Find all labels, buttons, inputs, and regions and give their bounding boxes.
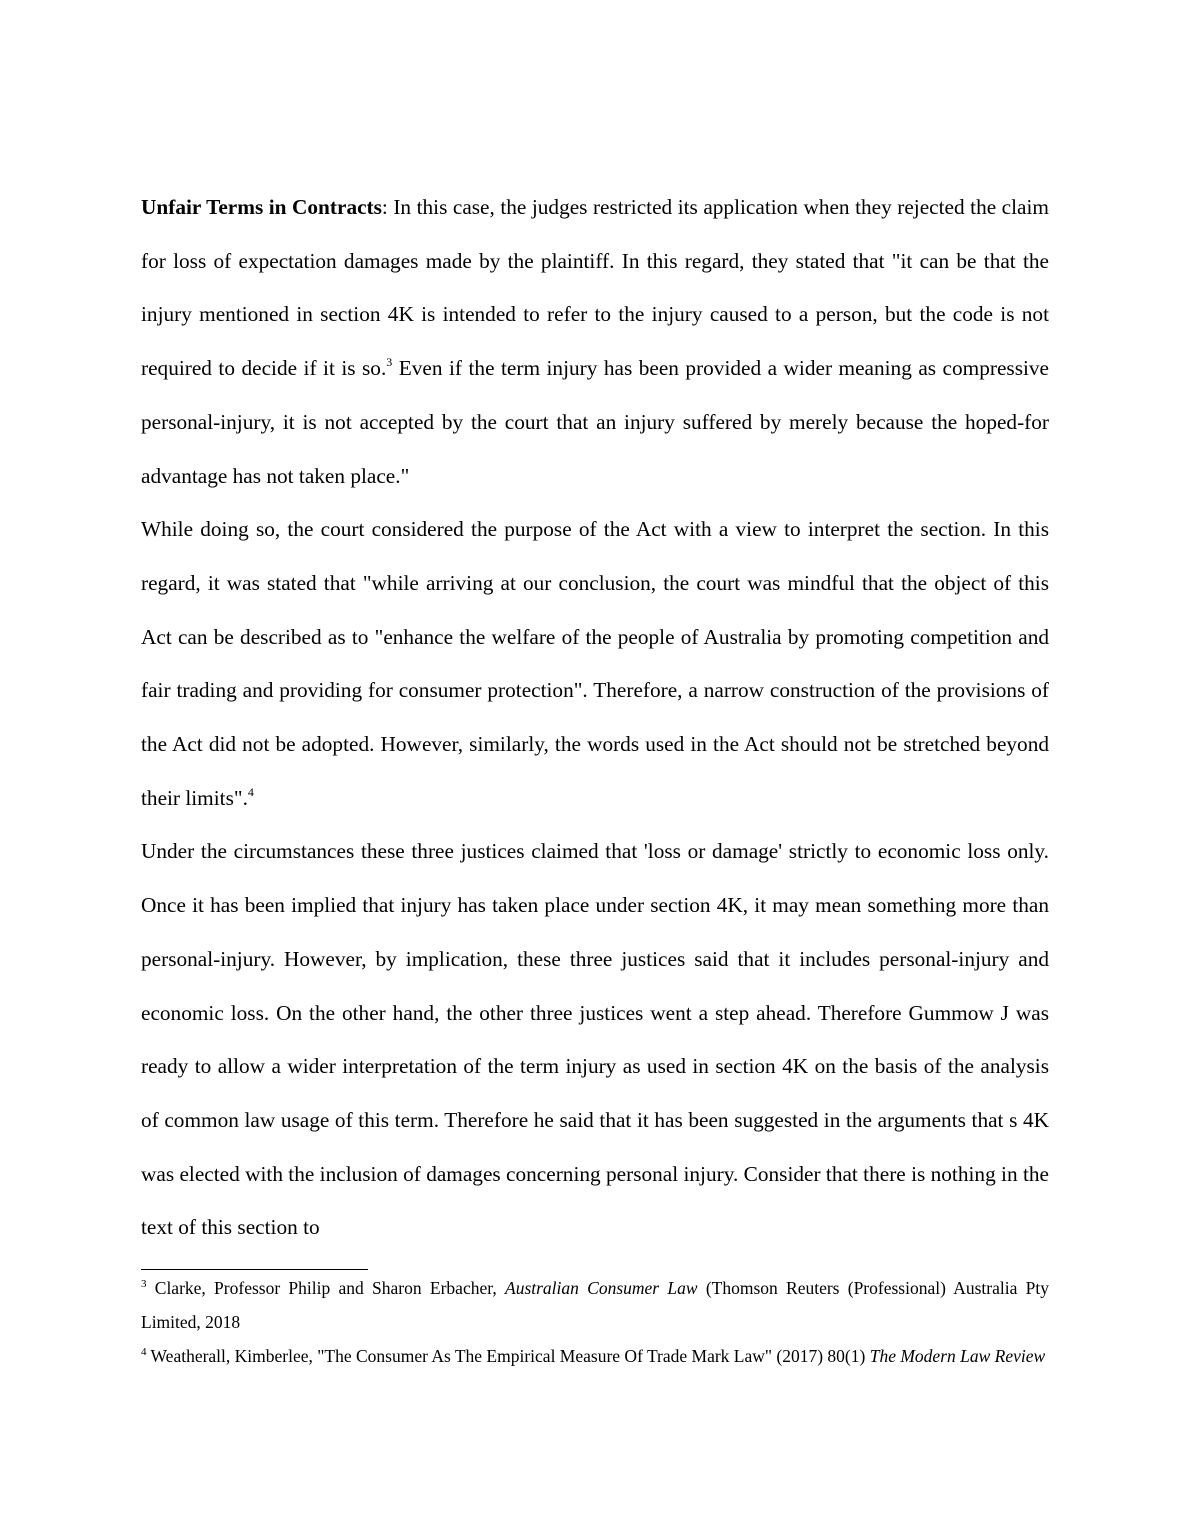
footnote-separator <box>141 1269 368 1270</box>
footnote-ref-3[interactable]: 3 <box>386 355 393 370</box>
footnote-title: Australian Consumer Law <box>505 1278 698 1298</box>
footnote-4 <box>141 1339 1049 1373</box>
paragraph-2 <box>141 503 1049 825</box>
footnote-ref-4[interactable]: 4 <box>247 784 254 799</box>
footnote-text: Weatherall, Kimberlee, "The Consumer As The Empirical Measure Of Trade Mark Law" (2017) 80(1) <box>146 1346 870 1366</box>
paragraph-1-text-a: : In this case, the judges restricted its application when they rejected the claim for loss of expectation damages made by the plaintiff. In this regard, they stated that "it can be that the injury mentioned in section 4K is intended to refer to the injury caused to a person, but the code is not required to decide if it is so. <box>141 195 1049 381</box>
footnote-number: 3 <box>141 1278 147 1290</box>
footnote-text-end: (Thomson Reuters (Professional) Australia Pty Limited, 2018 <box>141 1278 1049 1332</box>
footnote-title: The Modern Law Review <box>869 1346 1046 1366</box>
paragraph-2-text: While doing so, the court considered the purpose of the Act with a view to interpret the section. In this regard, it was stated that "while arriving at our conclusion, the court was mindful that the object of this Act can be described as to "enhance the welfare of the people of Australia by promoting competition and fair trading and providing for consumer protection". Therefore, a narrow construction of the provisions of the Act did not be adopted. However, similarly, the words used in the Act should not be stretched beyond their limits". <box>141 517 1049 810</box>
footnote-text: Clarke, Professor Philip and Sharon Erbacher, <box>146 1278 505 1298</box>
paragraph-1 <box>141 181 1049 503</box>
section-heading: Unfair Terms in Contracts <box>141 195 382 219</box>
footnote-number: 4 <box>141 1346 147 1358</box>
footnote-3 <box>141 1271 1049 1339</box>
paragraph-3-text: Under the circumstances these three justices claimed that 'loss or damage' strictly to economic loss only. Once it has been implied that injury has taken place under section 4K, it may mean something more than personal-injury. However, by implication, these three justices said that it includes personal-injury and economic loss. On the other hand, the other three justices went a step ahead. Therefore Gummow J was ready to allow a wider interpretation of the term injury as used in section 4K on the basis of the analysis of common law usage of this term. Therefore he said that it has been suggested in the arguments that s 4K was elected with the inclusion of damages concerning personal injury. Consider that there is nothing in the text of this section to <box>141 839 1049 1240</box>
paragraph-3 <box>141 825 1049 1255</box>
footnotes <box>141 1271 1049 1373</box>
paragraph-1-text-b: Even if the term injury has been provided a wider meaning as compressive personal-injury, it is not accepted by the court that an injury suffered by merely because the hoped-for advantage has not taken place." <box>141 356 1050 488</box>
body-text <box>141 181 1049 1255</box>
